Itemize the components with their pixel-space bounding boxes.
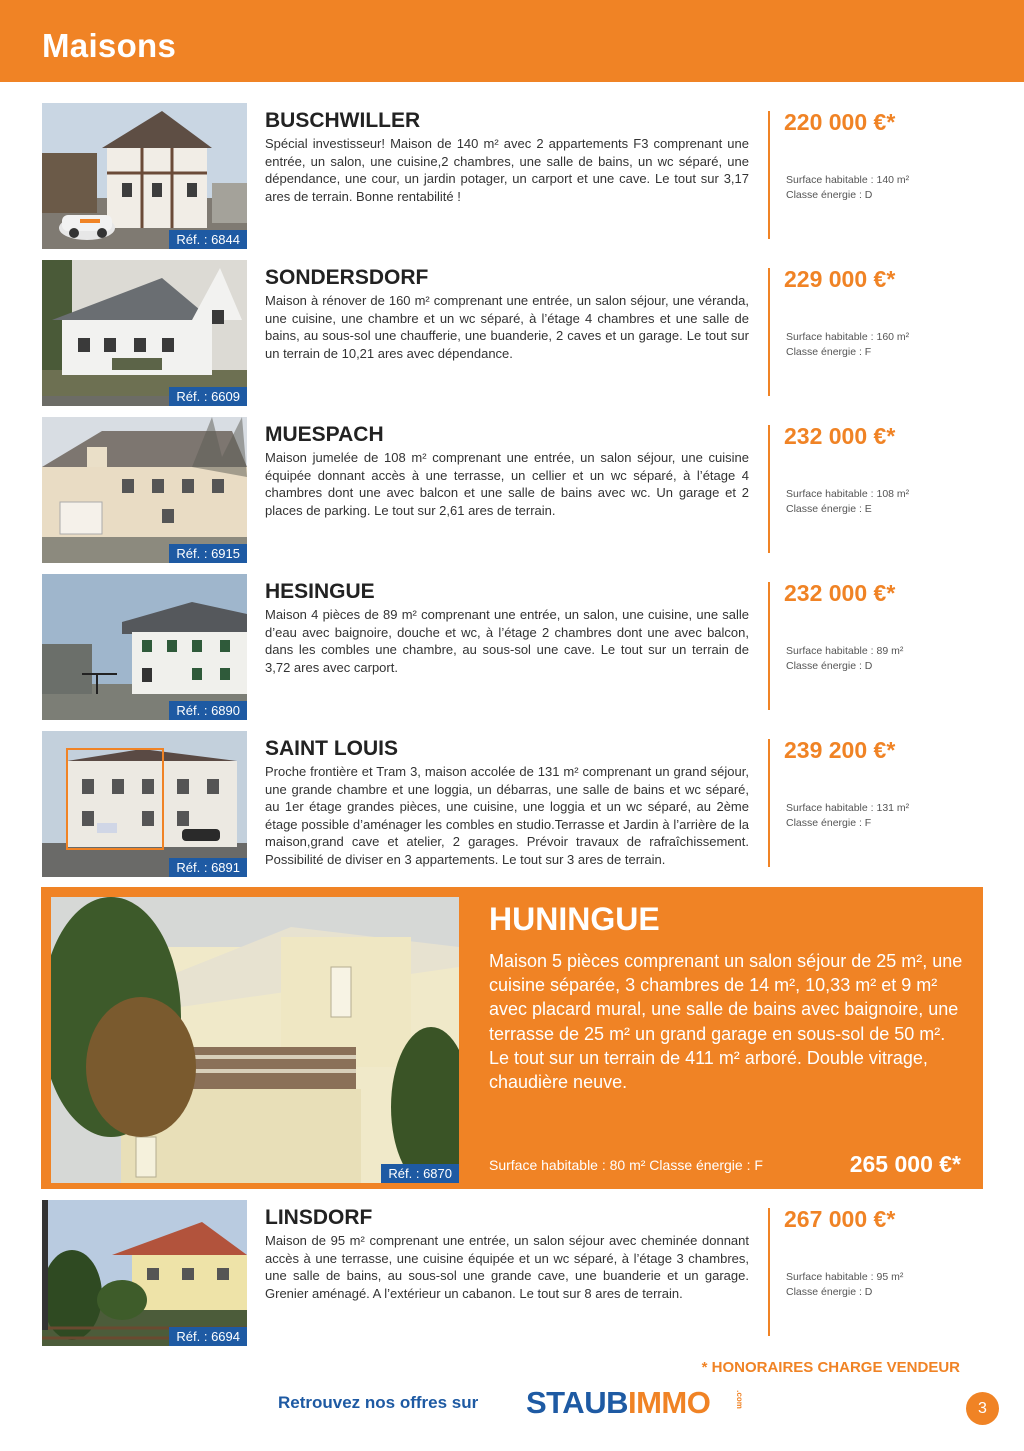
page-number: 3	[966, 1392, 999, 1425]
listing-town: MUESPACH	[265, 423, 384, 446]
listing-card[interactable]	[0, 417, 1024, 563]
listing-price: 232 000 €*	[784, 423, 896, 449]
featured-specs: Surface habitable : 80 m² Classe énergie : F	[489, 1157, 763, 1173]
listing-specs	[786, 801, 909, 831]
listing-town: LINSDORF	[265, 1206, 373, 1229]
surface-text: Surface habitable : 160 m²	[786, 331, 910, 343]
property-photo[interactable]	[42, 1200, 247, 1346]
property-photo[interactable]	[42, 731, 247, 877]
reference-badge: Réf. : 6609	[169, 387, 247, 406]
listing-card[interactable]	[0, 1200, 1024, 1346]
reference-badge: Réf. : 6870	[381, 1164, 459, 1183]
property-photo[interactable]	[42, 417, 247, 563]
listing-card[interactable]	[0, 103, 1024, 249]
page-header	[0, 0, 1024, 82]
staubimmo-logo[interactable]	[526, 1385, 744, 1421]
listing-description: Maison jumelée de 108 m² comprenant une entrée, un salon séjour, une cuisine équipée donnant accès à une terrasse, un cellier et un wc séparé, à l’étage 4 chambres dont une avec balcon et une salle de bains avec wc. Un garage et 2 places de parking. Le tout sur 2,61 ares de terrain.	[265, 450, 749, 518]
listing-price: 239 200 €*	[784, 737, 896, 763]
featured-description: Maison 5 pièces comprenant un salon séjour de 25 m², une cuisine séparée, 3 chambres de 14 m², 10,33 m² et 9 m² avec placard mural, une salle de bains avec baignoire, une terrasse de 25 m² un grand garage en sous-sol de 50 m². Le tout sur un terrain de 411 m² arboré. Double vitrage, chaudière neuve.	[489, 951, 963, 1093]
surface-text: Surface habitable : 131 m²	[786, 802, 910, 814]
surface-text: Surface habitable : 89 m²	[786, 645, 904, 657]
listing-specs	[786, 1270, 903, 1300]
listing-town: HESINGUE	[265, 580, 375, 603]
reference-badge: Réf. : 6891	[169, 858, 247, 877]
listing-description: Spécial investisseur! Maison de 140 m² avec 2 appartements F3 comprenant une entrée, un salon, une cuisine,2 chambres, une salle de bains, un wc séparé, une dépendance, une cour, un jardin potager, un carport et une cave. Le tout sur 3,17 ares de terrain. Bonne rentabilité !	[265, 136, 749, 204]
property-photo[interactable]	[42, 103, 247, 249]
reference-badge: Réf. : 6694	[169, 1327, 247, 1346]
reference-badge: Réf. : 6844	[169, 230, 247, 249]
listing-price: 220 000 €*	[784, 109, 896, 135]
listing-specs	[786, 487, 909, 517]
fees-note: * HONORAIRES CHARGE VENDEUR	[701, 1359, 960, 1376]
listing-price: 229 000 €*	[784, 266, 896, 292]
divider-line	[768, 111, 770, 239]
listing-description: Maison de 95 m² comprenant une entrée, un salon séjour avec cheminée donnant accès à une terrasse, une cuisine équipée et un wc séparé, à l’étage 3 chambres, une salle de bains, au sous-sol une grande cave, une buanderie et un garage. Grenier aménagé. A l’extérieur un cabanon. Le tout sur 8 ares de terrain.	[265, 1233, 749, 1301]
divider-line	[768, 739, 770, 867]
featured-price: 265 000 €*	[849, 1151, 961, 1177]
energy-text: Classe énergie : F	[786, 817, 872, 829]
surface-text: Surface habitable : 108 m²	[786, 488, 910, 500]
surface-text: Surface habitable : 140 m²	[786, 174, 910, 186]
listing-card[interactable]	[0, 731, 1024, 877]
listing-description: Maison 4 pièces de 89 m² comprenant une entrée, un salon, une cuisine, une salle d’eau avec baignoire, douche et wc, à l’étage 2 chambres dont une avec balcon, dans les combles une chambre, au sous-sol une cave. Le tout sur un terrain de 3,72 ares avec carport.	[265, 607, 749, 675]
property-photo[interactable]	[42, 260, 247, 406]
listing-price: 232 000 €*	[784, 580, 896, 606]
reference-badge: Réf. : 6915	[169, 544, 247, 563]
listing-price: 267 000 €*	[784, 1206, 896, 1232]
divider-line	[768, 425, 770, 553]
find-offers-text: Retrouvez nos offres sur	[278, 1393, 479, 1412]
page-title: Maisons	[42, 27, 177, 64]
logo-orange-part: IMMO	[627, 1385, 711, 1420]
featured-town: HUNINGUE	[489, 901, 660, 937]
featured-listing[interactable]	[41, 887, 983, 1189]
listing-card[interactable]	[0, 260, 1024, 406]
listing-description: Maison à rénover de 160 m² comprenant une entrée, un salon séjour, une véranda, une cuisine, une chambre et un wc séparé, à l’étage 4 chambres et une salle de bains, au sous-sol une chaufferie, une buanderie, 2 caves et un garage. Le tout sur un terrain de 10,21 ares avec dépendance.	[265, 293, 749, 361]
energy-text: Classe énergie : D	[786, 660, 873, 672]
energy-text: Classe énergie : F	[786, 346, 872, 358]
divider-line	[768, 582, 770, 710]
listing-specs	[786, 330, 909, 360]
surface-text: Surface habitable : 95 m²	[786, 1271, 904, 1283]
divider-line	[768, 268, 770, 396]
energy-text: Classe énergie : E	[786, 503, 872, 515]
listing-town: BUSCHWILLER	[265, 109, 421, 132]
logo-suffix: .com	[734, 1390, 744, 1409]
listing-town: SONDERSDORF	[265, 266, 429, 289]
listing-description: Proche frontière et Tram 3, maison accolée de 131 m² comprenant un grand séjour, une grande chambre et une loggia, un débarras, une salle de bains et wc séparé, au 1er étage grandes pièces, une cuisine, une loggia et un wc séparé, au 2ème étage possible d’aménager les combles en studio.Terrasse et Jardin à l’arrière de la maison,grand cave et atelier, 2 garages. Prévoir travaux de rafraîchissement. Possibilité de diviser en 3 appartements. Le tout sur 3 ares de terrain.	[265, 764, 749, 867]
logo-blue-part: STAUB	[526, 1385, 628, 1420]
listing-town: SAINT LOUIS	[265, 737, 399, 760]
listing-specs	[786, 173, 909, 203]
listing-card[interactable]	[0, 574, 1024, 720]
property-photo[interactable]	[42, 574, 247, 720]
energy-text: Classe énergie : D	[786, 189, 873, 201]
featured-photo[interactable]	[51, 897, 459, 1183]
listing-specs	[786, 644, 903, 674]
reference-badge: Réf. : 6890	[169, 701, 247, 720]
divider-line	[768, 1208, 770, 1336]
energy-text: Classe énergie : D	[786, 1286, 873, 1298]
